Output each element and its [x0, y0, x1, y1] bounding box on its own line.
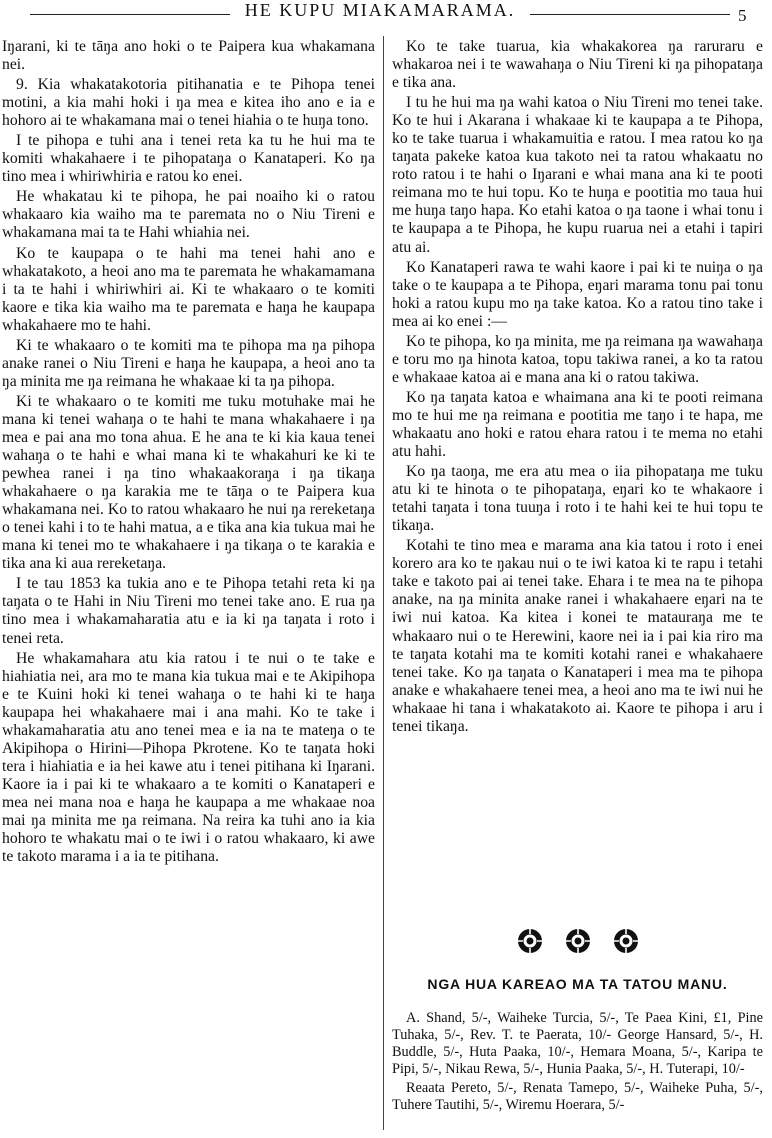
- fern-ornament-icon: [613, 928, 639, 954]
- paragraph: Kotahi te tino mea e marama ana kia tatou i roto i enei korero ara ko te ŋakau nui o te iwi katoa ki te rapu i tetahi take e takoto pai ai tenei take. Ehara i te mea na te pihopa anake, na ŋa minita anake ranei i whakahaere eŋari na te iwi nui katoa. Ka kitea i konei te matauraŋa me te whakaaro nui o te Herewini, kaore nei ia i pai kia riro ma te taŋata kotahi ma te komiti kotahi ranei e whakahaere tenei take. Ko ŋa taŋata o Kanataperi i mea ma te pihopa anake e whakahaere tenei mea, a heoi ano ma te iwi nui he whakaae hi tana i whakatakoto ai. Kaore te pihopa i aru i tenei tikaŋa.: [392, 537, 763, 735]
- section-heading: NGA HUA KAREAO MA TA TATOU MANU.: [427, 976, 728, 992]
- donor-list: [392, 1010, 763, 1116]
- paragraph: I tu he hui ma ŋa wahi katoa o Niu Tireni mo tenei take. Ko te hui i Akarana i whakaae ki te kaupapa a te Pihopa, ko te take tuarua i whakamuitia e ratou. I mea ratou ko ŋa taŋata pakeke katoa kua takoto nei ta ratou whakaatu no roto ratou i te hahi o Iŋarani e whai mana ana ki te pooti reimana mo te hui topu. Ko te huŋa e pootitia mo taua hui me huŋa taŋo hapa. Ko etahi katoa o ŋa taone i whai tonu i te kaupapa a te Pihopa, he kupu ruarua nei a etahi i tapiri atu ai.: [392, 94, 763, 256]
- paragraph: Ko ŋa taŋata katoa e whaimana ana ki te pooti reimana mo te hui me ŋa reimana e pootitia me taŋo i te hapa, me whakaatu ano hoki e ratou ehara ratou i te mema no etahi atu hahi.: [392, 388, 763, 461]
- page-header: [0, 0, 772, 26]
- paragraph: Ko te pihopa, ko ŋa minita, me ŋa reimana ŋa wawahaŋa e toru mo ŋa hinota katoa, topu takiwa ranei, a ko ta ratou e whakaae katoa ai e mana ana ki o ratou takiwa.: [392, 332, 763, 386]
- paragraph: I te tau 1853 ka tukia ano e te Pihopa tetahi reta ki ŋa taŋata o te Hahi in Niu Tireni mo tenei take ano. E rua ŋa tino mea i whakamaharatia atu e ia ki ŋa taŋata i roto i tenei reta.: [2, 575, 375, 647]
- paragraph: Ko Kanataperi rawa te wahi kaore i pai ki te nuiŋa o ŋa take o te kaupapa a te Pihopa, eŋari marama tonu pai tonu hoki a ratou kupu mo ŋa take katoa. Ko a ratou tino take i mea ai ko enei :—: [392, 258, 763, 330]
- right-column: [392, 38, 763, 738]
- paragraph: Ki te whakaaro o te komiti me tuku motuhake mai he mana ki tenei wahaŋa o te hahi te mana whakahaere i ŋa mea e pai ana mo tona ahua. E he ana te ki kia kaua tenei wahaŋa o te hahi e whai mana ki te whakahuri ke ki te pewhea ranei i ŋa tino whakaakoraŋa i ŋa tikaŋa whakahaere o ŋa karakia me te tāŋa o te Paipera kua whakamana nei. Ko to ratou whakaaro he nui ŋa rereketaŋa o tenei kahi i to te hahi matua, a e tika ana kia tukua mai he mana ki tenei mo te whakahaere i ŋa tikaŋa o te karakia e tika ana ki aua rereketaŋa.: [2, 392, 375, 573]
- fern-ornament-icon: [565, 928, 591, 954]
- page-number: 5: [738, 6, 747, 25]
- paragraph: I te pihopa e tuhi ana i tenei reta ka tu he hui ma te komiti whakahaere i te pihopataŋa o Kanataperi. Ko ŋa tino mea i whiriwhiria e ratou ko enei.: [2, 132, 375, 186]
- header-rule-right: [530, 14, 730, 15]
- left-column: [2, 38, 375, 868]
- list-item: A. Shand, 5/-, Waiheke Turcia, 5/-, Te Paea Kini, £1, Pine Tuhaka, 5/-, Rev. T. te Paerata, 10/- George Hansard, 5/-, H. Buddle, 5/-, Huta Paaka, 10/-, Hemara Moana, 5/-, Karipa te Pipi, 5/-, Nikau Rewa, 5/-, Hunia Paaka, 5/-, H. Tuterapi, 10/-: [392, 1010, 763, 1077]
- page-title: HE KUPU MIAKAMARAMA.: [244, 0, 516, 20]
- fern-ornament-icon: [517, 928, 543, 954]
- ornament-row: [392, 928, 763, 959]
- header-rule-left: [30, 14, 230, 15]
- paragraph: He whakatau ki te pihopa, he pai noaiho ki o ratou whakaaro kia waiho ma te paremata no o Niu Tireni e whakamana mai ta te Hahi whiahia nei.: [2, 188, 375, 242]
- paragraph: Ko ŋa taoŋa, me era atu mea o iia pihopataŋa me tuku atu ki te hinota o te pihopataŋa, eŋari ko te whakaore i tetahi taŋata i tona tuuŋa i roto i te hahi kei te hui topu te tikaŋa.: [392, 463, 763, 535]
- column-divider: [383, 36, 384, 1130]
- paragraph: He whakamahara atu kia ratou i te nui o te take e hiahiatia nei, ara mo te mana kia tukua mai e te Akipihopa e te Kuini hoki ki tenei wahaŋa o te hahi ki te haŋa kaupapa hei whakahaere mai i ana mahi. Ko te take i whakamaharatia atu ano tenei mea e ia na te mateŋa o te Akipihopa o Hirini—Pihopa Pkrotene. Ko te taŋata hoki tera i hiahiatia e ia hei kawe atu i tenei pitihana ki Iŋarani. Kaore ia i pai ki te whakaaro a te komiti o Kanataperi e mea nei mana noa e haŋa he kaupapa a me whakaae noa mai ŋa minita me ŋa reimana. Na reira ka tuhi ano ia kia hohoro te whakatu mai o te iwi i o ratou whakaaro, ki awe te takoto marama i a ia te pitihana.: [2, 649, 375, 866]
- paragraph: 9. Kia whakatakotoria pitihanatia e te Pihopa tenei motini, a kia mahi hoki i ŋa mea e kitea iho ano e ia e hohoro ai te whakamana mai o tenei hiahia o te huŋa tono.: [2, 76, 375, 130]
- paragraph: Iŋarani, ki te tāŋa ano hoki o te Paipera kua whakamana nei.: [2, 38, 375, 74]
- paragraph: Ki te whakaaro o te komiti ma te pihopa ma ŋa pihopa anake ranei o Niu Tireni e haŋa he kaupapa, a heoi ano ta ŋa minita me ŋa reimana he whakaae ki ta ŋa pihopa.: [2, 336, 375, 390]
- paragraph: Ko te kaupapa o te hahi ma tenei hahi ano e whakatakoto, a heoi ano ma te paremata he whakamamana i ta te hahi i whiriwhiri ai. Ki te whakaaro o te komiti kaore e tika kia waiho ma te paremata e haŋa he kaupapa whakahaere mo te hahi.: [2, 244, 375, 334]
- list-item: Reaata Pereto, 5/-, Renata Tamepo, 5/-, Waiheke Puha, 5/-, Tuhere Tautihi, 5/-, Wiremu Hoerara, 5/-: [392, 1080, 763, 1113]
- paragraph: Ko te take tuarua, kia whakakorea ŋa raruraru e whakaroa nei i te wawahaŋa o Niu Tireni ki ŋa pihopataŋa e tika ana.: [392, 38, 763, 92]
